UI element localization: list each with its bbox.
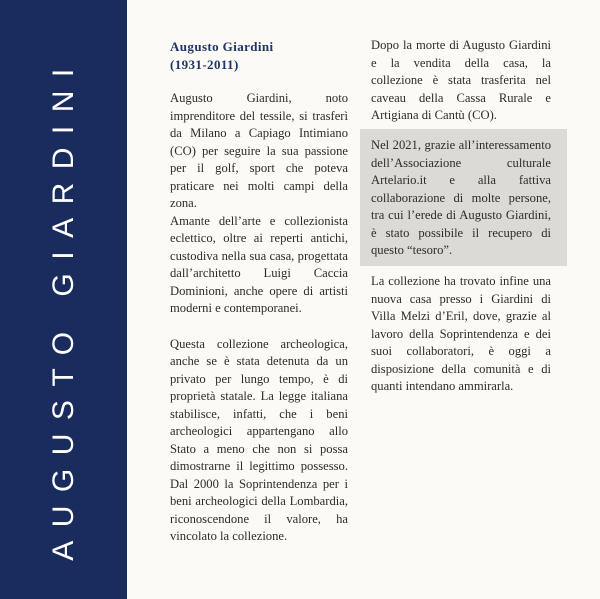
- heading-dates: (1931-2011): [170, 56, 239, 72]
- heading-name: Augusto Giardini: [170, 39, 274, 54]
- highlight-text: Nel 2021, grazie all’interessamento dell’Associazione culturale Artelario.it e alla fattiva collaborazione di molte persone, tra cui l’erede di Augusto Giardini, è stato possibile il recupero di questo “tesoro”.: [371, 138, 551, 257]
- paragraph-ownership: Questa collezione archeologica, anche se è stata detenuta da un privato per lungo tempo, è di proprietà statale. La legge italiana stabilisce, infatti, che i beni archeologici appartengano allo Stato a meno che non si possa dimostrarne il legittimo possesso. Dal 2000 la Soprintendenza per i beni archeologici della Lombardia, riconoscendone il valore, ha vincolato la collezione.: [170, 336, 348, 543]
- sidebar-band: [0, 0, 127, 599]
- column-right-bottom: [371, 273, 551, 396]
- paragraph-new-home: La collezione ha trovato infine una nuova casa presso i Giardini di Villa Melzi d’Eril, dove, grazie al lavoro della Soprintendenza e dei suoi collaboratori, è oggi a disposizione della comunità e di quanti intendano ammirarla.: [371, 274, 551, 393]
- column-right-top: [371, 37, 551, 125]
- paragraph-collector: Amante dell’arte e collezionista eclettico, oltre ai reperti antichi, custodiva nella sua casa, progettata dall’architetto Luigi Caccia Dominioni, anche opere di artisti moderni e contemporanei.: [170, 213, 348, 315]
- paragraph-transfer: Dopo la morte di Augusto Giardini e la vendita della casa, la collezione è stata trasferita nel caveau della Cassa Rurale e Artigiana di Cantù (CO).: [371, 38, 551, 122]
- vertical-title: AUGUSTO GIARDINI: [47, 55, 80, 561]
- column-left: [170, 38, 348, 546]
- paragraph-intro: Augusto Giardini, noto imprenditore del tessile, si trasferì da Milano a Capiago Intimiano (CO) per seguire la sua passione per il golf, sport che poteva praticare nei molti campi della zona.: [170, 91, 348, 210]
